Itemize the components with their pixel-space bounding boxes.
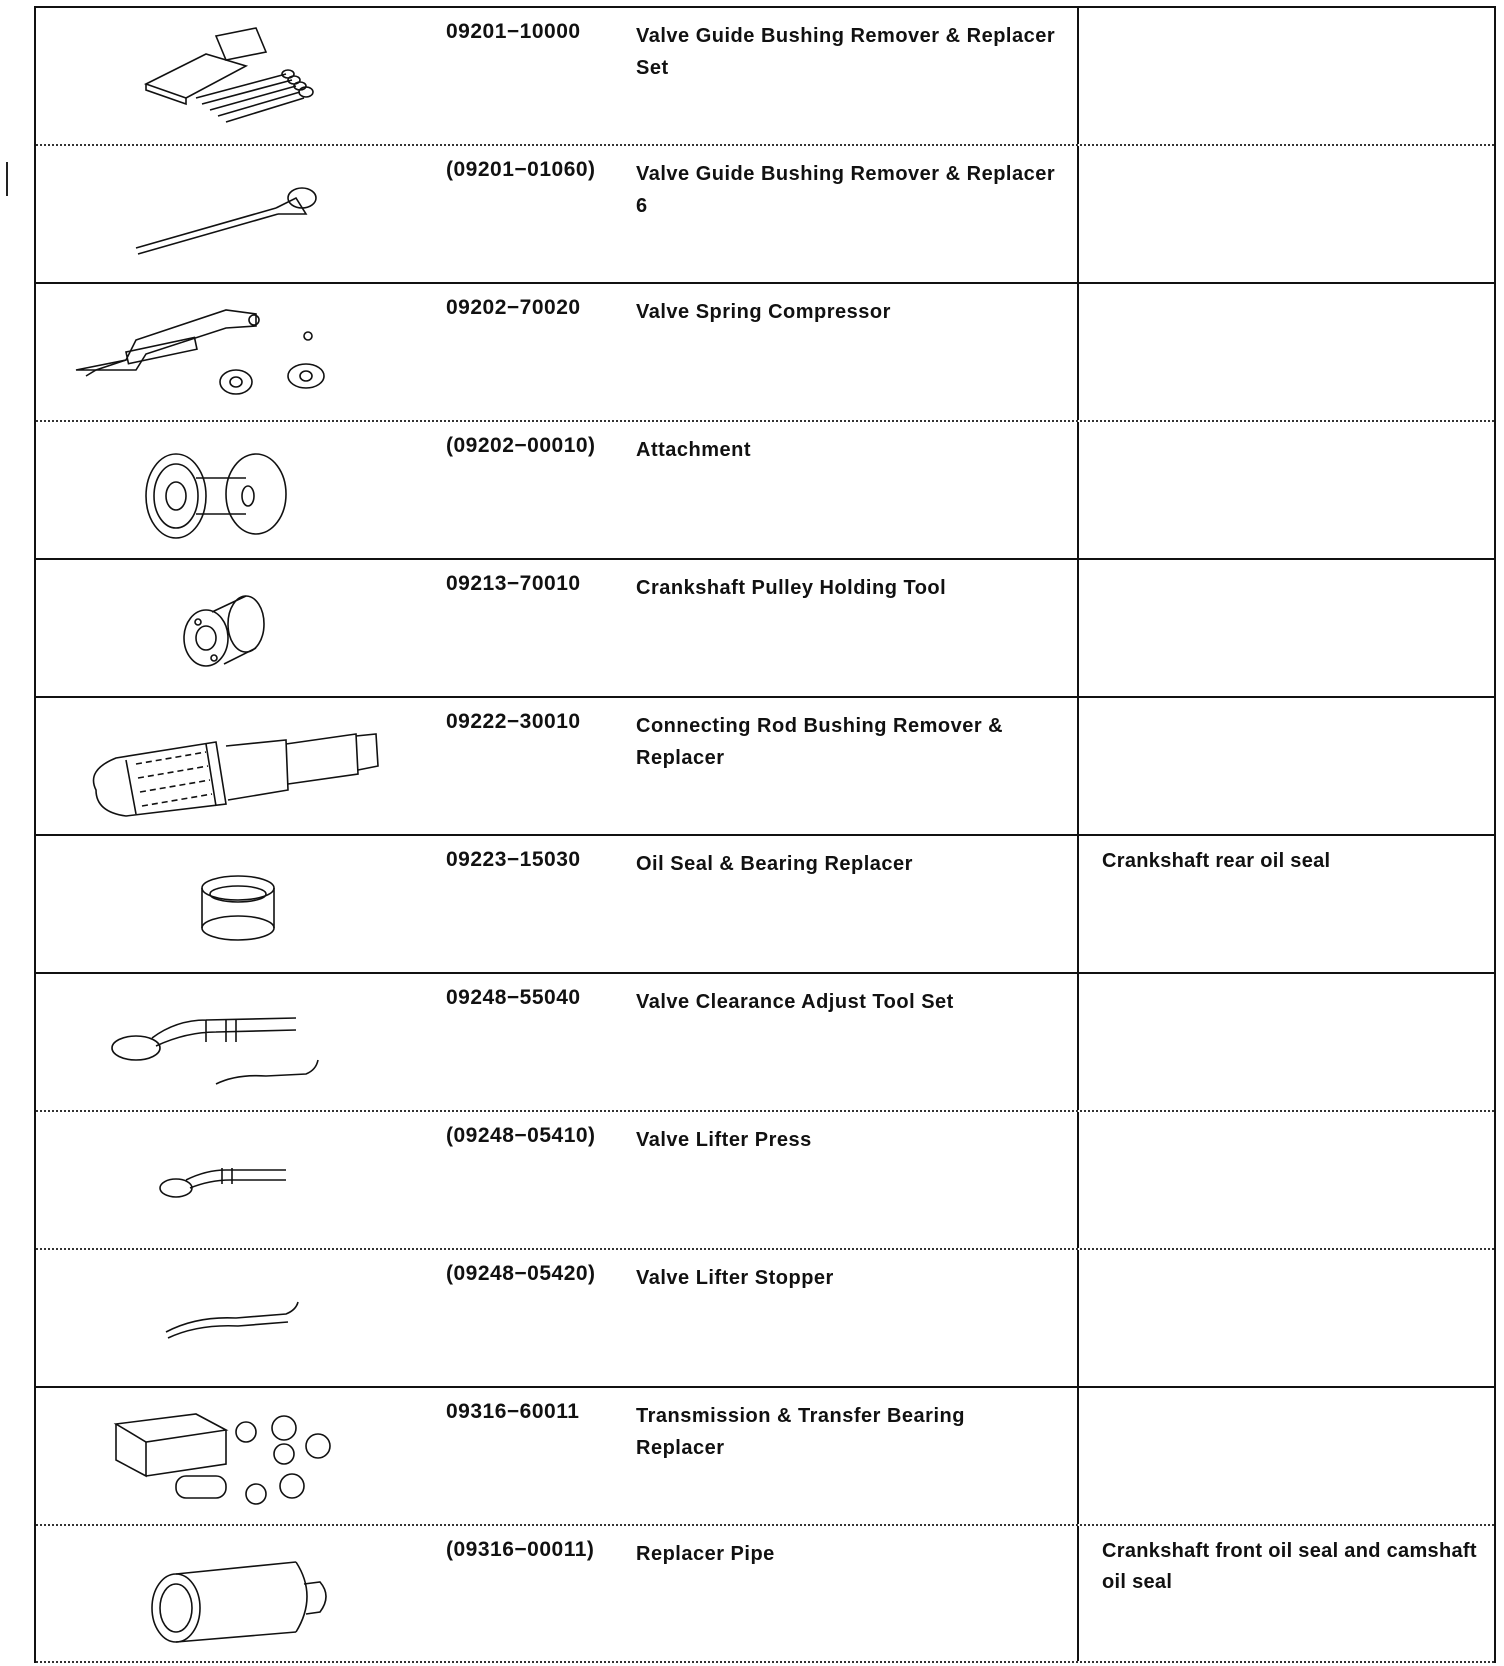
part-number: 09248−55040 bbox=[446, 986, 581, 1009]
pulley-holding-tool-icon bbox=[56, 566, 416, 692]
column-divider bbox=[1077, 146, 1079, 282]
tool-description: Attachment bbox=[636, 439, 752, 461]
part-number: (09316−00011) bbox=[446, 1538, 595, 1561]
bushing-replacer-icon bbox=[56, 152, 416, 278]
column-divider bbox=[1077, 560, 1079, 696]
table-row bbox=[36, 1112, 1494, 1250]
valve-lifter-stopper-icon bbox=[56, 1256, 416, 1382]
column-divider bbox=[1077, 1112, 1079, 1248]
rod-bushing-remover-icon bbox=[56, 704, 416, 830]
table-row bbox=[36, 698, 1494, 836]
part-number: (09202−00010) bbox=[446, 434, 596, 457]
valve-lifter-press-icon bbox=[56, 1118, 416, 1244]
tool-description: Valve Guide Bushing Remover & Replacer Set bbox=[636, 25, 1056, 79]
part-number: 09222−30010 bbox=[446, 710, 581, 733]
part-number: (09248−05420) bbox=[446, 1262, 596, 1285]
replacer-pipe-icon bbox=[56, 1532, 416, 1658]
part-number: 09316−60011 bbox=[446, 1400, 580, 1423]
bushing-tool-set-icon bbox=[56, 14, 416, 140]
column-divider bbox=[1077, 284, 1079, 420]
column-divider bbox=[1077, 836, 1079, 972]
table-row bbox=[36, 284, 1494, 422]
tool-description: Valve Lifter Press bbox=[636, 1129, 812, 1151]
part-number: 09202−70020 bbox=[446, 296, 581, 319]
column-divider bbox=[1077, 1250, 1079, 1386]
part-number: 09201−10000 bbox=[446, 20, 581, 43]
part-number: 09213−70010 bbox=[446, 572, 581, 595]
table-row bbox=[36, 836, 1494, 974]
bearing-replacer-set-icon bbox=[56, 1394, 416, 1520]
table-row bbox=[36, 146, 1494, 284]
special-service-tools-table bbox=[34, 6, 1496, 1663]
tool-description: Replacer Pipe bbox=[636, 1543, 775, 1565]
table-row bbox=[36, 8, 1494, 146]
part-number: (09248−05410) bbox=[446, 1124, 596, 1147]
spring-compressor-icon bbox=[56, 290, 416, 416]
table-row bbox=[36, 974, 1494, 1112]
column-divider bbox=[1077, 698, 1079, 834]
valve-clearance-tool-set-icon bbox=[56, 980, 416, 1106]
tool-description: Oil Seal & Bearing Replacer bbox=[636, 853, 913, 875]
tool-note: Crankshaft front oil seal and camshaft oil seal bbox=[1102, 1540, 1477, 1593]
part-number: (09201−01060) bbox=[446, 158, 596, 181]
table-row bbox=[36, 1388, 1494, 1526]
table-row bbox=[36, 1526, 1494, 1663]
oil-seal-replacer-icon bbox=[56, 842, 416, 968]
tool-description: Valve Lifter Stopper bbox=[636, 1267, 834, 1289]
tool-description: Transmission & Transfer Bearing Replacer bbox=[636, 1405, 965, 1459]
table-row bbox=[36, 422, 1494, 560]
column-divider bbox=[1077, 8, 1079, 144]
column-divider bbox=[1077, 974, 1079, 1110]
tool-description: Valve Guide Bushing Remover & Replacer 6 bbox=[636, 163, 1056, 217]
column-divider bbox=[1077, 422, 1079, 558]
margin-mark bbox=[6, 162, 8, 196]
column-divider bbox=[1077, 1388, 1079, 1524]
column-divider bbox=[1077, 1526, 1079, 1661]
part-number: 09223−15030 bbox=[446, 848, 581, 871]
tool-description: Crankshaft Pulley Holding Tool bbox=[636, 577, 947, 599]
tool-note: Crankshaft rear oil seal bbox=[1102, 850, 1331, 872]
attachment-icon bbox=[56, 428, 416, 554]
table-row bbox=[36, 560, 1494, 698]
tool-description: Valve Clearance Adjust Tool Set bbox=[636, 991, 954, 1013]
tool-description: Valve Spring Compressor bbox=[636, 301, 891, 323]
tool-description: Connecting Rod Bushing Remover & Replacer bbox=[636, 715, 1004, 769]
table-row bbox=[36, 1250, 1494, 1388]
